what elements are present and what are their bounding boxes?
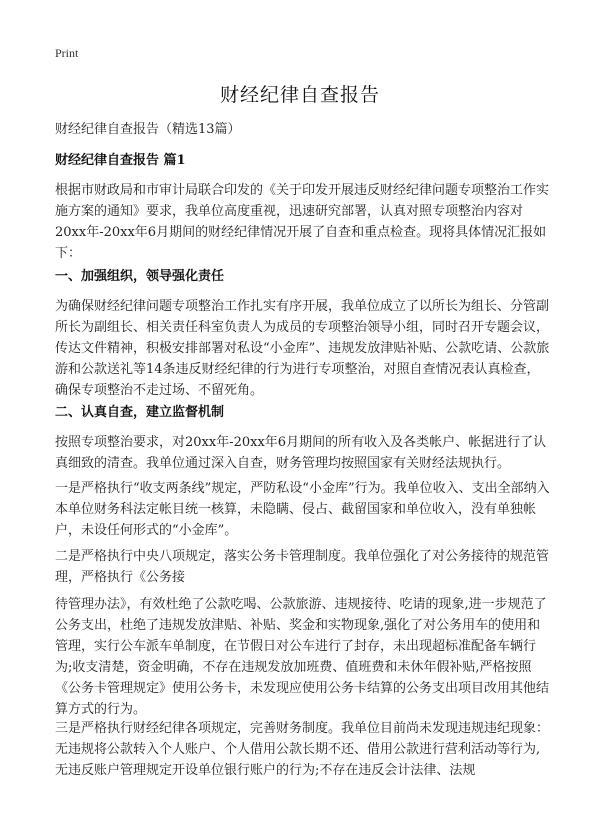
document-subtitle: 财经纪律自查报告（精选13篇） xyxy=(55,122,241,137)
heading-1: 一、加强组织，领导强化责任 xyxy=(55,269,225,284)
document-title: 财经纪律自查报告 xyxy=(219,84,380,106)
paragraph-1: 为确保财经纪律问题专项整治工作扎实有序开展，我单位成立了以所长为组长、分管副所长为副组长、相关责任科室负责人为成员的专项整治领导小组，同时召开专题会议，传达文件精神，积极安排部署对私设“小金库”、违规发放津贴补贴、公款吃请、公款旅游和公款送礼等14条违反财经纪律的行为进行专项整治，对照自查情况表认真检查，确保专项整治不走过场、不留死角。 xyxy=(55,299,550,398)
print-link[interactable]: Print xyxy=(55,46,79,60)
paragraph-6: 三是严格执行财经纪律各项规定，完善财务制度。我单位目前尚未发现违规违纪现象：无违规将公款转入个人账户、个人借用公款长期不还、借用公款进行营利活动等行为,无违反账户管理规定开设单位银行账户的行为;不存在违反会计法律、法规 xyxy=(55,721,550,778)
section-title: 财经纪律自查报告 篇1 xyxy=(55,153,186,168)
heading-2: 二、认真自查，建立监督机制 xyxy=(55,405,225,420)
paragraph-4: 二是严格执行中央八项规定，落实公务卡管理制度。我单位强化了对公务接待的规范管理，严格执行《公务接 xyxy=(55,549,550,585)
intro-paragraph: 根据市财政局和市审计局联合印发的《关于印发开展违反财经纪律问题专项整治工作实施方案的通知》要求，我单位高度重视，迅速研究部署，认真对照专项整治内容对20xx年-20xx年6月期间的财经纪律情况开展了自查和重点检查。现将具体情况汇报如下： xyxy=(55,183,550,261)
paragraph-3: 一是严格执行“收支两条线”规定，严防私设“小金库”行为。我单位收入、支出全部纳入本单位财务科法定帐目统一核算，未隐瞒、侵占、截留国家和单位收入，没有单独帐户，未设任何形式的“小金库”。 xyxy=(55,481,550,538)
paragraph-5: 待管理办法》，有效杜绝了公款吃喝、公款旅游、违规接待、吃请的现象,进一步规范了公务支出，杜绝了违规发放津贴、补贴、奖金和实物现象,强化了对公务用车的使用和管理，实行公车派车单制度，在节假日对公车进行了封存，未出现超标准配备车辆行为;收支清楚，资金明确，不存在违规发放加班费、值班费和未休年假补贴,严格按照《公务卡管理规定》使用公务卡，未发现应使用公务卡结算的公务支出项目改用其他结算方式的行为。 xyxy=(55,597,550,717)
paragraph-2: 按照专项整治要求，对20xx年-20xx年6月期间的所有收入及各类帐户、帐据进行了认真细致的清查。我单位通过深入自查，财务管理均按照国家有关财经法规执行。 xyxy=(55,435,547,471)
